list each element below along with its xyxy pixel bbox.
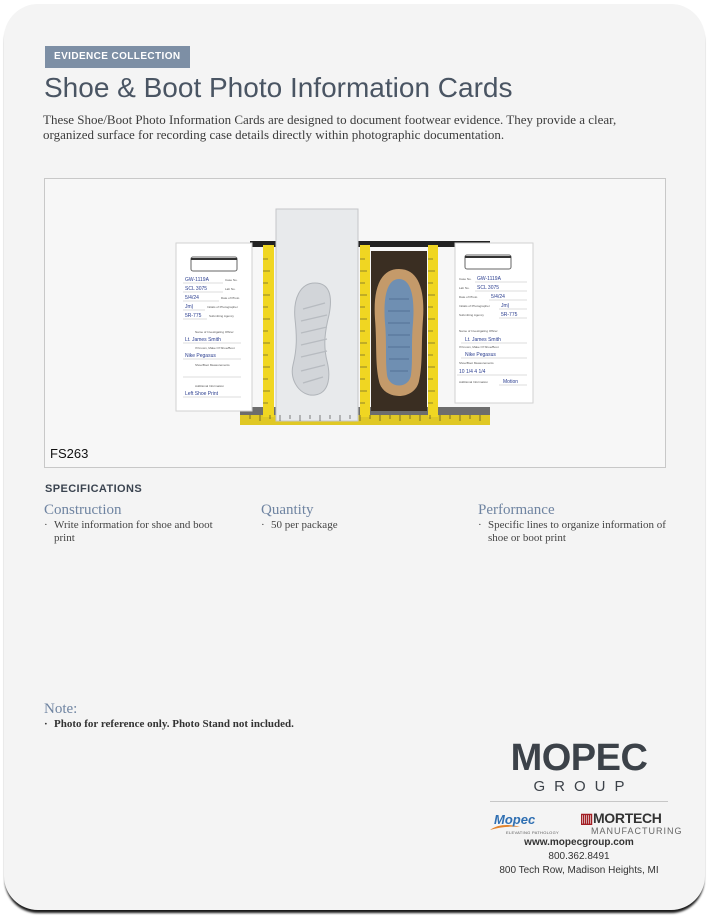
spec-title: Performance (478, 502, 555, 518)
mortech-sub: MANUFACTURING (591, 826, 683, 836)
mortech-mark-icon: ▥ (580, 810, 593, 826)
photo-stand-illustration (45, 179, 665, 467)
address: 800 Tech Row, Madison Heights, MI (499, 865, 659, 876)
note-section (44, 701, 294, 731)
left-card-label: Name of Investigating Officer (195, 330, 234, 334)
mopec-group-logo (490, 737, 683, 844)
left-info-card (176, 243, 252, 411)
intro-paragraph: These Shoe/Boot Photo Information Cards are designed to document footwear evidence. They provide a clear, organized surface for recording case details directly within photographic documentation. (43, 112, 617, 142)
left-card-line: SCL 3075 (185, 286, 208, 292)
left-card-make: Nike Pegasus (185, 353, 216, 359)
product-code: FS263 (50, 446, 89, 461)
right-card-label: Date of Photo (459, 295, 478, 299)
left-card-label: Initials of Photographer (207, 305, 238, 309)
right-card-measurement: 10 1/4 4 1/4 (459, 369, 486, 375)
right-card-label: Name of Investigating Officer (459, 329, 498, 333)
note-title: Note: (44, 701, 78, 717)
right-card-label: Initials of Photographer (459, 304, 490, 308)
spec-sheet (4, 4, 705, 910)
left-card-label: Shoe/Boot Measurements (195, 363, 230, 367)
left-card-label: Submitting Agency (209, 314, 234, 318)
mopec-sublogo: Mopec (494, 812, 536, 827)
spec-quantity (261, 501, 451, 532)
right-card-label: Additional Information (459, 380, 489, 384)
spec-item: · 50 per package (261, 519, 451, 532)
right-card-line: GW-1119A (477, 276, 501, 282)
right-card-make: Nike Pegasus (465, 352, 496, 358)
left-card-label: Additional Information (195, 384, 225, 388)
right-card-label: Lab No. (459, 286, 470, 290)
brand-name: MOPEC (510, 737, 648, 779)
right-card-label: If Known, Make Of Shoe/Boot (459, 345, 499, 349)
left-card-label: If Known, Make Of Shoe/Boot (195, 346, 235, 350)
left-card-line: 5R-775 (185, 313, 202, 319)
brand-sub: GROUP (490, 778, 668, 802)
mortech-name: MORTECH (592, 810, 662, 826)
right-card-line: 5/4/24 (491, 294, 505, 300)
spec-item: · Specific lines to organize information of shoe or boot print (478, 519, 668, 545)
spec-item: · Write information for shoe and boot print (44, 519, 234, 545)
left-card-line: 5/4/24 (185, 295, 199, 301)
left-card-label: Date of Photo (221, 296, 240, 300)
left-card-officer: Lt. James Smith (185, 337, 221, 343)
contact-block (490, 836, 668, 878)
specifications-heading: SPECIFICATIONS (45, 483, 143, 495)
shoe-sole (371, 251, 427, 411)
left-card-line: Jm) (185, 304, 194, 310)
website-link[interactable]: www.mopecgroup.com (524, 837, 634, 848)
right-card-label: Shoe/Boot Measurements (459, 361, 494, 365)
right-card-label: Submitting Agency (459, 313, 484, 317)
spec-title: Construction (44, 502, 122, 518)
left-card-label: Case No. (225, 278, 238, 282)
product-photo (44, 178, 666, 468)
left-card-label: Lab No. (225, 287, 236, 291)
spec-construction (44, 501, 234, 545)
spec-performance (478, 501, 668, 545)
right-info-card (455, 243, 533, 403)
left-card-line: GW-1119A (185, 277, 209, 283)
left-card-extra: Left Shoe Print (185, 391, 219, 397)
phone-number: 800.362.8491 (548, 851, 610, 862)
category-tag: EVIDENCE COLLECTION (45, 46, 190, 68)
page-title: Shoe & Boot Photo Information Cards (44, 72, 513, 103)
right-card-extra: Motion (503, 379, 519, 385)
right-card-label: Case No. (459, 277, 472, 281)
note-item: · Photo for reference only. Photo Stand not included. (44, 718, 294, 731)
right-card-line: 5R-775 (501, 312, 518, 318)
mortech-logo (580, 810, 662, 826)
right-card-line: SCL 3075 (477, 285, 500, 291)
right-card-officer: Lt. James Smith (465, 337, 501, 343)
shoeprint-card (276, 209, 358, 421)
right-card-line: Jm) (501, 303, 510, 309)
spec-title: Quantity (261, 502, 314, 518)
mopec-tagline: ELEVATING PATHOLOGY (506, 830, 559, 835)
